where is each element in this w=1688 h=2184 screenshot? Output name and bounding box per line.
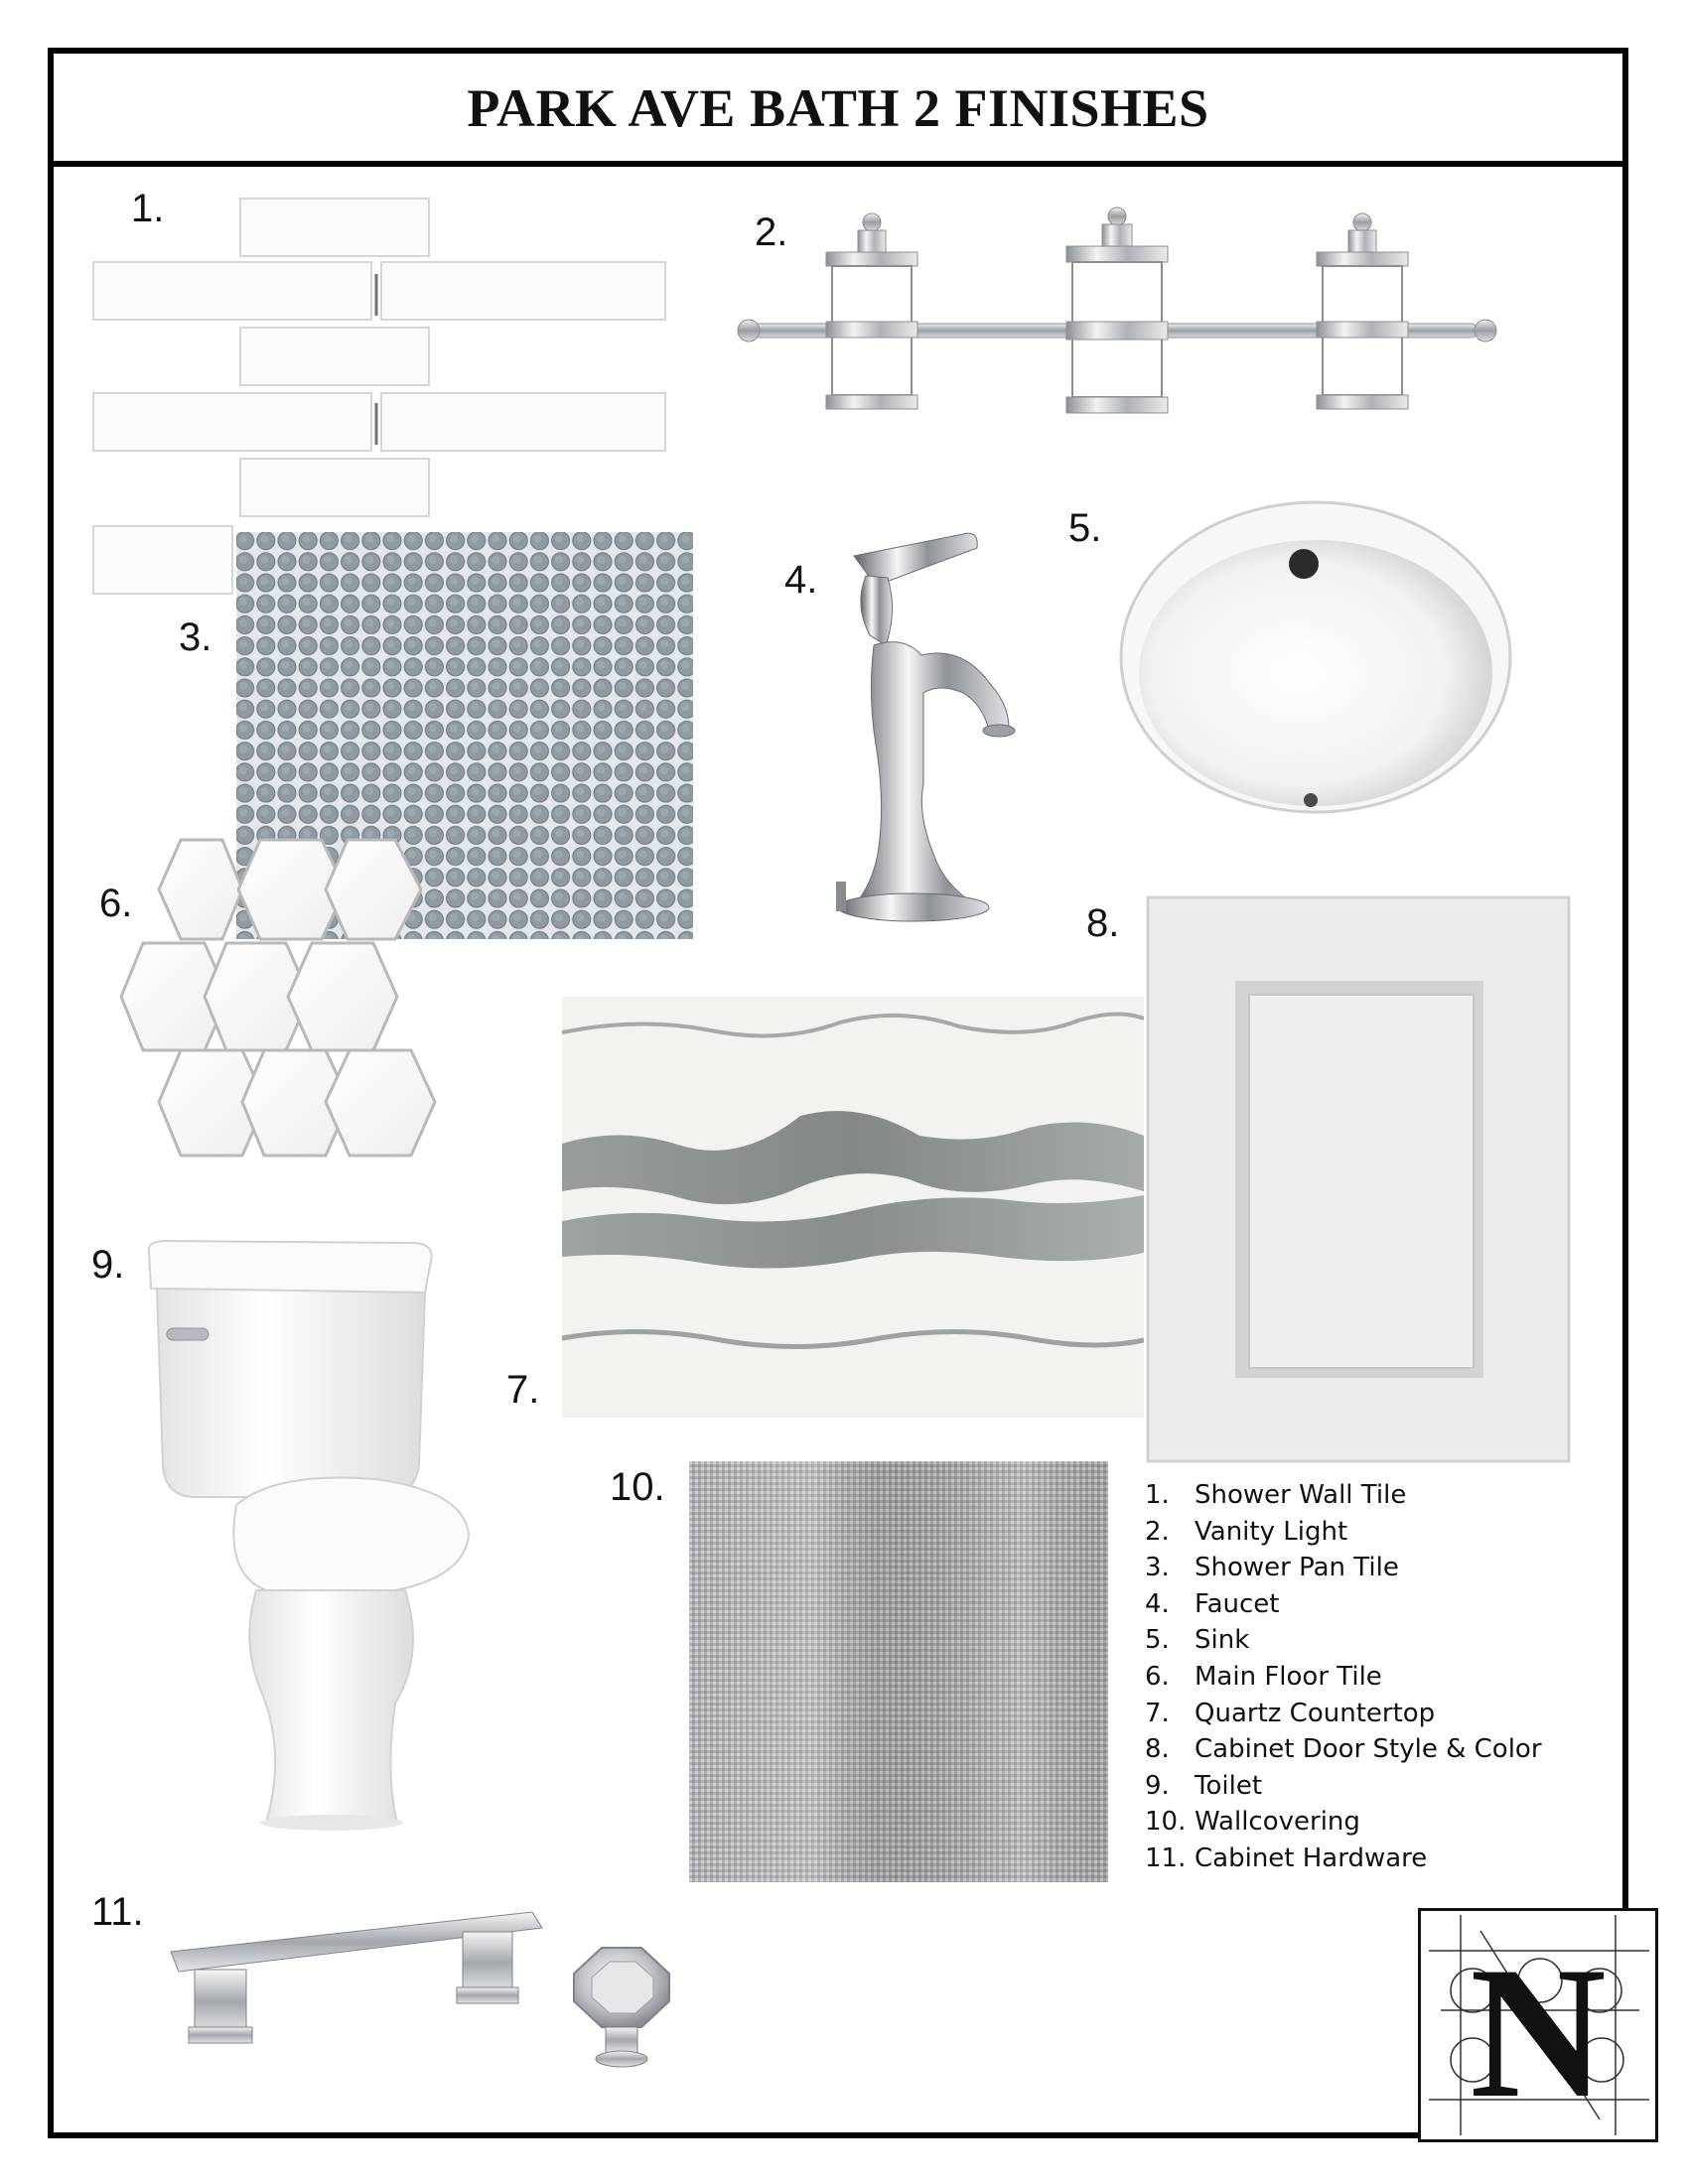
marker-6: 6. bbox=[99, 882, 133, 925]
main-floor-tile-image bbox=[119, 836, 512, 1160]
logo-letter: N bbox=[1470, 1929, 1607, 2137]
legend-number: 8. bbox=[1145, 1734, 1170, 1765]
legend-label: Wallcovering bbox=[1195, 1807, 1360, 1838]
legend-number: 4. bbox=[1145, 1588, 1170, 1619]
legend-label: Cabinet Door Style & Color bbox=[1195, 1734, 1542, 1765]
wallcovering-image bbox=[689, 1461, 1108, 1882]
marker-3: 3. bbox=[179, 615, 212, 659]
legend-item bbox=[1145, 1514, 1562, 1551]
cabinet-hardware-image bbox=[165, 1888, 725, 2071]
marker-8: 8. bbox=[1086, 901, 1120, 945]
marker-11: 11. bbox=[91, 1890, 144, 1934]
faucet-image bbox=[814, 516, 1043, 943]
legend-item bbox=[1145, 1841, 1562, 1877]
legend-item bbox=[1145, 1804, 1562, 1841]
legend-item bbox=[1145, 1768, 1562, 1805]
legend-item bbox=[1145, 1696, 1562, 1732]
marker-10: 10. bbox=[610, 1465, 665, 1509]
legend-label: Sink bbox=[1195, 1625, 1250, 1656]
legend-item bbox=[1145, 1731, 1562, 1768]
company-logo bbox=[1418, 1908, 1658, 2142]
legend-label: Quartz Countertop bbox=[1195, 1698, 1436, 1728]
legend-number: 3. bbox=[1145, 1553, 1170, 1583]
legend-number: 9. bbox=[1145, 1770, 1170, 1801]
marker-5: 5. bbox=[1068, 506, 1102, 550]
marker-7: 7. bbox=[506, 1368, 540, 1412]
legend-number: 6. bbox=[1145, 1661, 1170, 1692]
marker-4: 4. bbox=[784, 558, 818, 602]
title-bar bbox=[48, 48, 1628, 167]
legend-label: Vanity Light bbox=[1195, 1516, 1348, 1547]
legend-number: 2. bbox=[1145, 1516, 1170, 1547]
legend-item bbox=[1145, 1586, 1562, 1623]
quartz-countertop-image bbox=[562, 997, 1144, 1418]
legend-label: Toilet bbox=[1195, 1770, 1263, 1801]
toilet-image bbox=[137, 1237, 524, 1837]
legend-number: 5. bbox=[1145, 1625, 1170, 1656]
sink-image bbox=[1112, 496, 1519, 824]
legend-label: Main Floor Tile bbox=[1195, 1661, 1382, 1692]
legend-item bbox=[1145, 1550, 1562, 1586]
legend-number: 7. bbox=[1145, 1698, 1170, 1728]
marker-1: 1. bbox=[131, 187, 165, 230]
cabinet-door-image bbox=[1146, 895, 1571, 1463]
legend-item bbox=[1145, 1622, 1562, 1659]
legend-number: 10. bbox=[1145, 1807, 1187, 1838]
marker-2: 2. bbox=[755, 210, 788, 254]
marker-9: 9. bbox=[91, 1243, 125, 1287]
legend-label: Shower Wall Tile bbox=[1195, 1480, 1407, 1510]
legend-label: Cabinet Hardware bbox=[1195, 1843, 1428, 1873]
legend-item bbox=[1145, 1477, 1562, 1514]
legend-label: Shower Pan Tile bbox=[1195, 1553, 1399, 1583]
legend-number: 1. bbox=[1145, 1480, 1170, 1510]
legend-label: Faucet bbox=[1195, 1588, 1280, 1619]
legend-number: 11. bbox=[1145, 1843, 1187, 1873]
finishes-legend bbox=[1145, 1477, 1562, 1877]
legend-item bbox=[1145, 1659, 1562, 1696]
vanity-light-image bbox=[735, 205, 1499, 417]
page-title: PARK AVE BATH 2 FINISHES bbox=[467, 78, 1209, 138]
